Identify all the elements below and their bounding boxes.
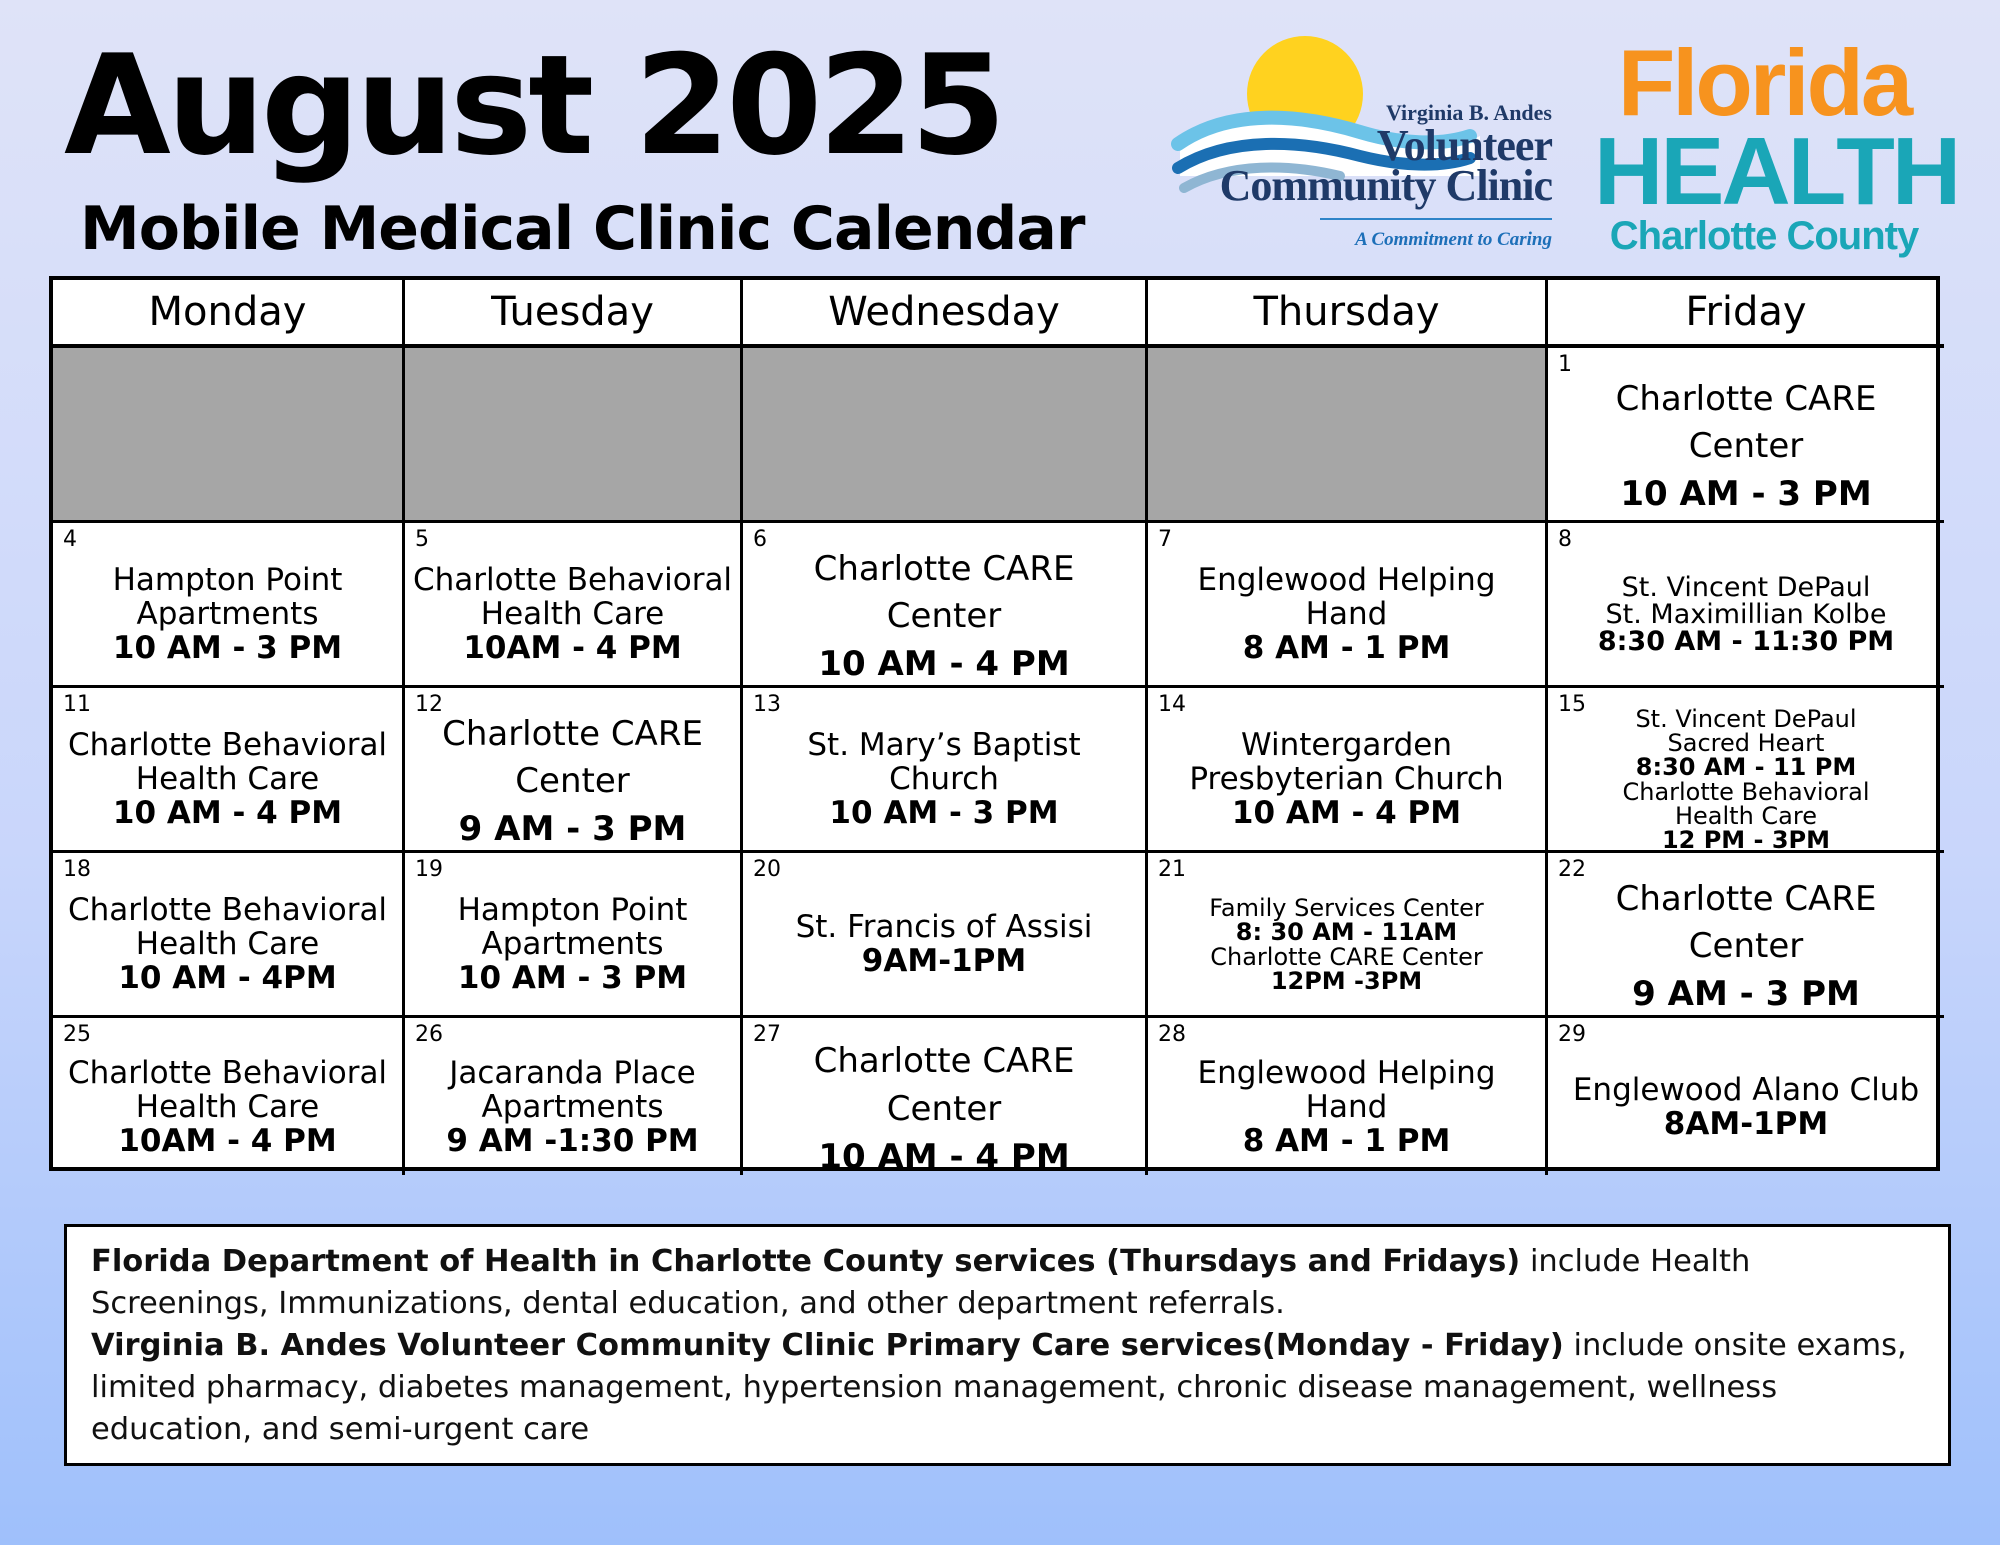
volunteer-clinic-logo xyxy=(1170,36,1560,266)
day-number: 8 xyxy=(1558,527,1572,552)
event-details xyxy=(53,877,402,1013)
doh-services-heading: Florida Department of Health in Charlotte County services (Thursdays and Fridays) xyxy=(91,1244,1521,1279)
event-location: Jacaranda Place Apartments xyxy=(449,1054,696,1125)
event-time: 10 AM - 4 PM xyxy=(112,795,343,832)
vba-logo-divider xyxy=(1320,218,1552,220)
day-header-friday: Friday xyxy=(1548,280,1944,348)
event-time: 9 AM - 3 PM xyxy=(1632,974,1860,1015)
day-number: 28 xyxy=(1158,1022,1186,1047)
page-subtitle: Mobile Medical Clinic Calendar xyxy=(80,194,1085,264)
event-details xyxy=(53,1042,402,1173)
event-location: Hampton Point Apartments xyxy=(112,562,343,633)
calendar-grid xyxy=(49,276,1940,1175)
event-location: Charlotte Behavioral Health Care xyxy=(67,727,388,798)
event-details xyxy=(1148,877,1545,1013)
event-time: 10 AM - 4 PM xyxy=(818,1136,1070,1175)
event-location: St. Vincent DePaul St. Maximillian Kolbe xyxy=(1605,571,1887,630)
event-location: Charlotte Behavioral Health Care xyxy=(67,1054,388,1125)
vba-services-heading: Virginia B. Andes Volunteer Community Clinic Primary Care services(Monday - Friday) xyxy=(91,1328,1564,1363)
day-number: 27 xyxy=(753,1022,781,1047)
empty-day-cell xyxy=(405,348,743,523)
event-time: 10 AM - 3 PM xyxy=(457,960,688,997)
day-cell xyxy=(53,688,405,853)
event-time: 8:30 AM - 11 PM xyxy=(1635,752,1857,781)
day-cell xyxy=(743,1018,1148,1175)
event-location: Charlotte Behavioral Health Care xyxy=(67,892,388,963)
day-cell xyxy=(743,688,1148,853)
day-cell xyxy=(53,853,405,1018)
day-number: 22 xyxy=(1558,857,1586,882)
event-location: Englewood Helping Hand xyxy=(1197,562,1496,633)
event-time: 9 AM -1:30 PM xyxy=(446,1122,699,1159)
day-cell xyxy=(53,1018,405,1175)
day-cell xyxy=(405,688,743,853)
event-time: 10 AM - 3 PM xyxy=(829,795,1059,832)
day-number: 26 xyxy=(415,1022,443,1047)
vba-logo-tagline: A Commitment to Caring xyxy=(1355,229,1552,250)
day-header-tuesday: Tuesday xyxy=(405,280,743,348)
event-location-2: Charlotte Behavioral Health Care xyxy=(1622,778,1870,830)
doh-services-paragraph xyxy=(91,1241,1928,1325)
event-details xyxy=(1148,1042,1545,1173)
day-number: 12 xyxy=(415,692,443,717)
day-number: 18 xyxy=(63,857,91,882)
day-number: 1 xyxy=(1558,352,1572,377)
event-details xyxy=(743,1042,1145,1173)
event-time-2: 12 PM - 3PM xyxy=(1661,826,1831,853)
day-number: 25 xyxy=(63,1022,91,1047)
event-location: Hampton Point Apartments xyxy=(457,892,688,963)
event-details xyxy=(1148,712,1545,848)
empty-day-cell xyxy=(1148,348,1548,523)
event-location: Charlotte CARE Center xyxy=(442,713,703,802)
event-time: 10 AM - 4 PM xyxy=(818,644,1070,685)
day-cell xyxy=(1548,688,1944,853)
fh-logo-line3: Charlotte County xyxy=(1609,214,1919,258)
vba-logo-line3: Community Clinic xyxy=(1219,161,1552,210)
event-details xyxy=(405,712,740,848)
day-number: 19 xyxy=(415,857,443,882)
day-cell xyxy=(1148,523,1548,688)
day-cell xyxy=(1548,1018,1944,1175)
day-header-thursday: Thursday xyxy=(1148,280,1548,348)
event-details xyxy=(405,547,740,683)
empty-day-cell xyxy=(53,348,405,523)
fh-logo-line1: Florida xyxy=(1617,30,1911,135)
event-time: 10 AM - 3 PM xyxy=(112,630,343,667)
event-details xyxy=(1148,547,1545,683)
event-location-2: Charlotte CARE Center xyxy=(1210,943,1483,971)
day-number: 11 xyxy=(63,692,91,717)
event-time: 9 AM - 3 PM xyxy=(458,809,687,850)
event-time: 8 AM - 1 PM xyxy=(1242,1122,1451,1159)
day-cell xyxy=(405,1018,743,1175)
day-header-monday: Monday xyxy=(53,280,405,348)
day-cell xyxy=(1148,1018,1548,1175)
event-details xyxy=(1548,877,1944,1013)
day-header-wednesday: Wednesday xyxy=(743,280,1148,348)
day-number: 6 xyxy=(753,527,767,552)
event-time: 10 AM - 3 PM xyxy=(1620,474,1872,515)
event-location: Wintergarden Presbyterian Church xyxy=(1189,727,1504,798)
event-time: 9AM-1PM xyxy=(861,943,1027,980)
day-cell xyxy=(743,853,1148,1018)
event-time: 8:30 AM - 11:30 PM xyxy=(1597,625,1895,657)
event-details xyxy=(53,712,402,848)
day-number: 15 xyxy=(1558,692,1586,717)
event-time: 10 AM - 4 PM xyxy=(1231,795,1462,832)
event-location: St. Vincent DePaul Sacred Heart xyxy=(1635,704,1857,757)
event-location: Family Services Center xyxy=(1209,893,1484,922)
fh-logo-line2: HEALTH xyxy=(1594,118,1959,225)
day-number: 5 xyxy=(415,527,429,552)
day-cell xyxy=(1148,853,1548,1018)
event-time: 10 AM - 4PM xyxy=(118,960,337,997)
event-location: Englewood Helping Hand xyxy=(1197,1054,1496,1125)
day-number: 7 xyxy=(1158,527,1172,552)
day-number: 14 xyxy=(1158,692,1186,717)
vba-services-text: include onsite exams, limited pharmacy, diabetes management, hypertension management, chronic disease management, wellness education, and semi-urgent care xyxy=(91,1328,1907,1447)
event-location: Charlotte Behavioral Health Care xyxy=(412,562,733,633)
event-details xyxy=(1548,1042,1944,1173)
event-details xyxy=(743,712,1145,848)
empty-day-cell xyxy=(743,348,1148,523)
day-cell xyxy=(405,853,743,1018)
day-cell xyxy=(1548,523,1944,688)
event-details xyxy=(1548,372,1944,518)
event-details xyxy=(53,547,402,683)
vba-services-paragraph xyxy=(91,1325,1928,1451)
event-time: 8AM-1PM xyxy=(1663,1105,1829,1142)
event-time: 8: 30 AM - 11AM xyxy=(1235,917,1458,946)
day-number: 4 xyxy=(63,527,77,552)
vba-logo-line1: Virginia B. Andes xyxy=(1385,100,1552,125)
event-location: Charlotte CARE Center xyxy=(813,1041,1075,1129)
day-number: 29 xyxy=(1558,1022,1586,1047)
doh-services-text: include Health Screenings, Immunizations, dental education, and other department referrals. xyxy=(91,1244,1751,1321)
event-time: 10AM - 4 PM xyxy=(463,630,682,667)
day-cell xyxy=(1548,853,1944,1018)
day-cell xyxy=(405,523,743,688)
event-location: Englewood Alano Club xyxy=(1572,1071,1920,1108)
event-location: Charlotte CARE Center xyxy=(813,548,1075,637)
event-time: 8 AM - 1 PM xyxy=(1242,630,1451,667)
day-number: 21 xyxy=(1158,857,1186,882)
event-details xyxy=(743,547,1145,683)
day-number: 13 xyxy=(753,692,781,717)
event-time: 10AM - 4 PM xyxy=(118,1122,337,1159)
day-cell xyxy=(1148,688,1548,853)
vba-logo-line2: Volunteer xyxy=(1376,121,1552,170)
services-info-box xyxy=(64,1224,1951,1466)
day-cell xyxy=(743,523,1148,688)
day-number: 20 xyxy=(753,857,781,882)
event-details xyxy=(405,1042,740,1173)
event-location: Charlotte CARE Center xyxy=(1615,878,1877,967)
florida-health-logo xyxy=(1594,30,1959,266)
event-location: St. Mary’s Baptist Church xyxy=(807,727,1081,798)
day-cell xyxy=(1548,348,1944,523)
event-details xyxy=(1548,547,1944,683)
event-location: St. Francis of Assisi xyxy=(795,909,1093,946)
event-time-2: 12PM -3PM xyxy=(1270,967,1423,995)
event-details xyxy=(405,877,740,1013)
day-cell xyxy=(53,523,405,688)
page-title: August 2025 xyxy=(64,25,1003,186)
event-details xyxy=(743,877,1145,1013)
event-location: Charlotte CARE Center xyxy=(1615,378,1877,467)
